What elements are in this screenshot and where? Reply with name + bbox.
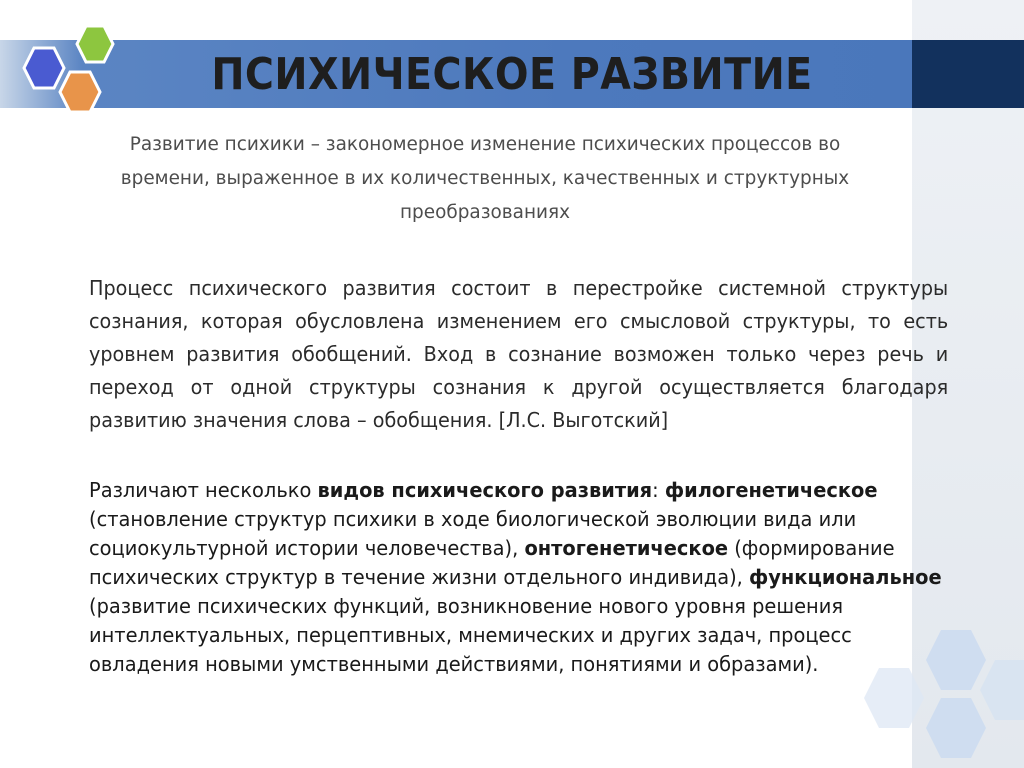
phylogenetic-term: филогенетическое [664,478,878,502]
kinds-colon: : [652,478,665,502]
kinds-paragraph [89,476,952,679]
functional-description: (развитие психических функций, возникновение нового уровня решения интеллектуальных, перцептивных, мнемических и других задач, процесс овладения новыми умственными действиями, понятиями и образами). [89,594,852,676]
slide-title: ПСИХИЧЕСКОЕ РАЗВИТИЕ [211,49,813,100]
deco-hexagon-icon [926,698,986,758]
deco-hexagon-icon [864,668,924,728]
vygotsky-paragraph: Процесс психического развития состоит в перестройке системной структуры сознания, которая обусловлена изменением его смысловой структуры, то есть уровнем развития обобщений. Вход в сознание возможен только через речь и переход от одной структуры сознания к другой осуществляется благодаря развитию значения слова – обобщения. [Л.С. Выготский] [89,276,949,432]
decorative-hexagons-icon [855,630,1024,768]
ontogenetic-description: (формирование психических структур в течение жизни отдельного индивида), [89,536,895,589]
definition-text: Развитие психики – закономерное изменение психических процессов во времени, выраженное в их количественных, качественных и структурных преобразованиях [120,133,850,223]
deco-hexagon-icon [926,630,986,690]
ontogenetic-term: онтогенетическое [524,536,729,560]
deco-hexagon-icon [980,660,1024,720]
functional-term: функциональное [749,565,942,589]
kinds-intro: Различают несколько [89,478,318,502]
kinds-term: видов психического развития [317,478,653,502]
phylogenetic-description: (становление структур психики в ходе биологической эволюции вида или социокультурной истории человечества), [89,507,857,560]
